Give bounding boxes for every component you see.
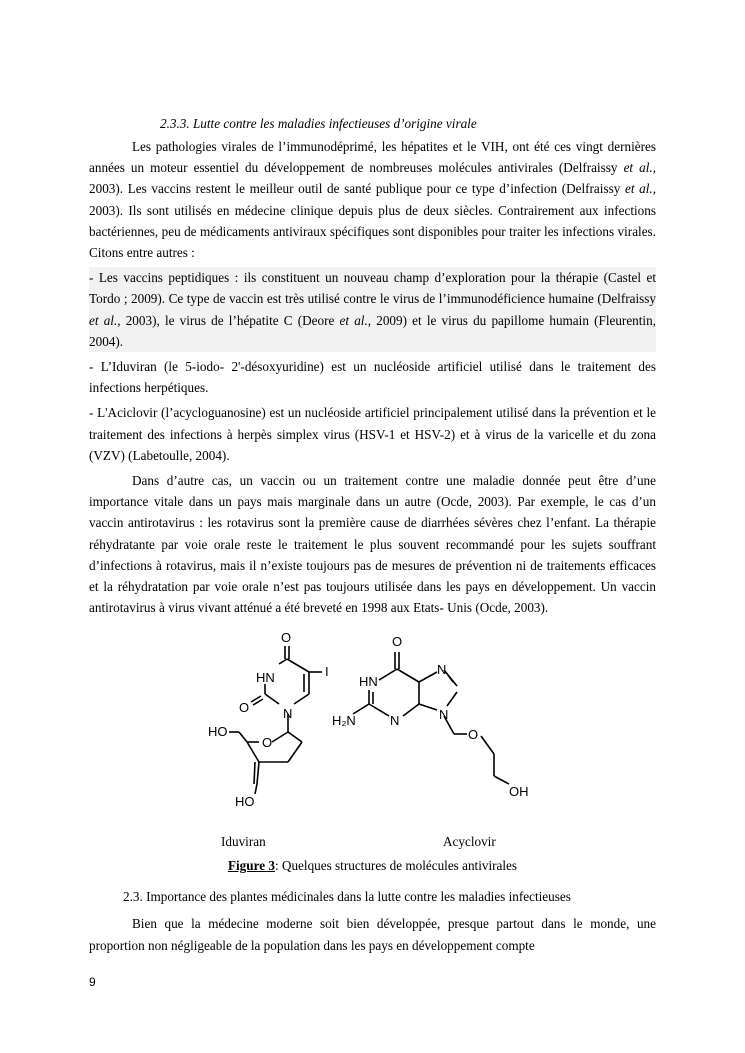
page-number: 9: [89, 975, 96, 989]
molecule-structures: [89, 624, 656, 834]
svg-text:O: O: [262, 735, 273, 751]
svg-text:HO: HO: [235, 794, 255, 810]
caption-iduviran: Iduviran: [221, 834, 266, 850]
paragraph-intro: Les pathologies virales de l’immunodéprimé, les hépatites et le VIH, ont été ces vingt dernières années un moteur essentiel du développement de nombreuses molécules antivirales (Delfraissy et al., 2003). Les vaccins restent le meilleur outil de santé publique pour ce type d’infection (Delfraissy et al., 2003). Ils sont utilisés en médecine clinique depuis plus de deux siècles. Contrairement aux infections bactériennes, peu de médicaments antiviraux spécifiques sont disponibles pour traiter les infections virales. Citons entre autres :: [89, 139, 656, 261]
svg-text:HN: HN: [256, 670, 275, 686]
figure-molecules: [89, 624, 656, 834]
svg-text:N: N: [283, 706, 293, 722]
figure-title: Figure 3: Quelques structures de molécules antivirales: [227, 858, 518, 874]
svg-text:O: O: [392, 634, 403, 650]
caption-acyclovir: Acyclovir: [443, 834, 496, 850]
svg-text:HN: HN: [359, 674, 378, 690]
section2-heading: 2.3. Importance des plantes médicinales dans la lutte contre les maladies infectieuses: [123, 889, 571, 905]
iduviran-atoms: [208, 630, 329, 809]
figure-captions: [89, 834, 656, 874]
svg-text:O: O: [239, 700, 250, 716]
svg-text:OH: OH: [509, 784, 529, 800]
paragraph-medicinal-plants: Bien que la médecine moderne soit bien développée, presque partout dans le monde, une proportion non négligeable de la population dans les pays en développement compte: [89, 916, 656, 953]
bullet-peptide-vaccines: - Les vaccins peptidiques : ils constituent un nouveau champ d’exploration pour la thérapie (Castel et Tordo ; 2009). Ce type de vaccin est très utilisé contre le virus de l’immunodéficience humaine (Delfraissy et al., 2003), le virus de l’hépatite C (Deore et al., 2009) et le virus du papillome humain (Fleurentin, 2004).: [89, 267, 656, 352]
svg-text:I: I: [325, 664, 329, 680]
svg-text:N: N: [437, 662, 447, 678]
paragraph-rotavirus: Dans d’autre cas, un vaccin ou un traitement contre une maladie donnée peut être d’une importance vitale dans un pays mais marginale dans un autre (Ocde, 2003). Par exemple, le cas d’un vaccin antirotavirus : les rotavirus sont la première cause de diarrhées sévères chez l’enfant. La thérapie réhydratante par voie orale reste le traitement le plus souvent recommandé pour les sujets souffrant d’infections à rotavirus, mais il n’existe toujours pas de mesures de prévention ni de traitements efficaces et la réhydratation par voie orale n’est pas toujours utilisée dans les pays en développement. Un vaccin antirotavirus à virus vivant atténué a été breveté en 1998 aux Etats- Unis (Ocde, 2003).: [89, 473, 656, 616]
iduviran-structure: [229, 646, 322, 794]
svg-text:N: N: [390, 713, 400, 729]
acyclovir-atoms: [332, 634, 529, 799]
svg-text:H₂N: H₂N: [332, 713, 356, 729]
svg-text:N: N: [439, 707, 449, 723]
acyclovir-structure: [353, 652, 509, 784]
bullet-aciclovir: - L'Aciclovir (l’acycloguanosine) est un nucléoside artificiel principalement utilisé dans la prévention et le traitement des infections à herpès simplex virus (HSV-1 et HSV-2) et à virus de la varicelle et du zona (VZV) (Labetoulle, 2004).: [89, 405, 656, 463]
section-heading: 2.3.3. Lutte contre les maladies infectieuses d’origine virale: [160, 116, 477, 131]
svg-text:HO: HO: [208, 724, 228, 740]
bullet-iduviran: - L’Iduviran (le 5-iodo- 2'-désoxyuridine) est un nucléoside artificiel utilisé dans le traitement des infections herpétiques.: [89, 359, 656, 396]
svg-text:O: O: [468, 727, 479, 743]
page-content: [89, 113, 656, 956]
svg-text:O: O: [281, 630, 292, 646]
